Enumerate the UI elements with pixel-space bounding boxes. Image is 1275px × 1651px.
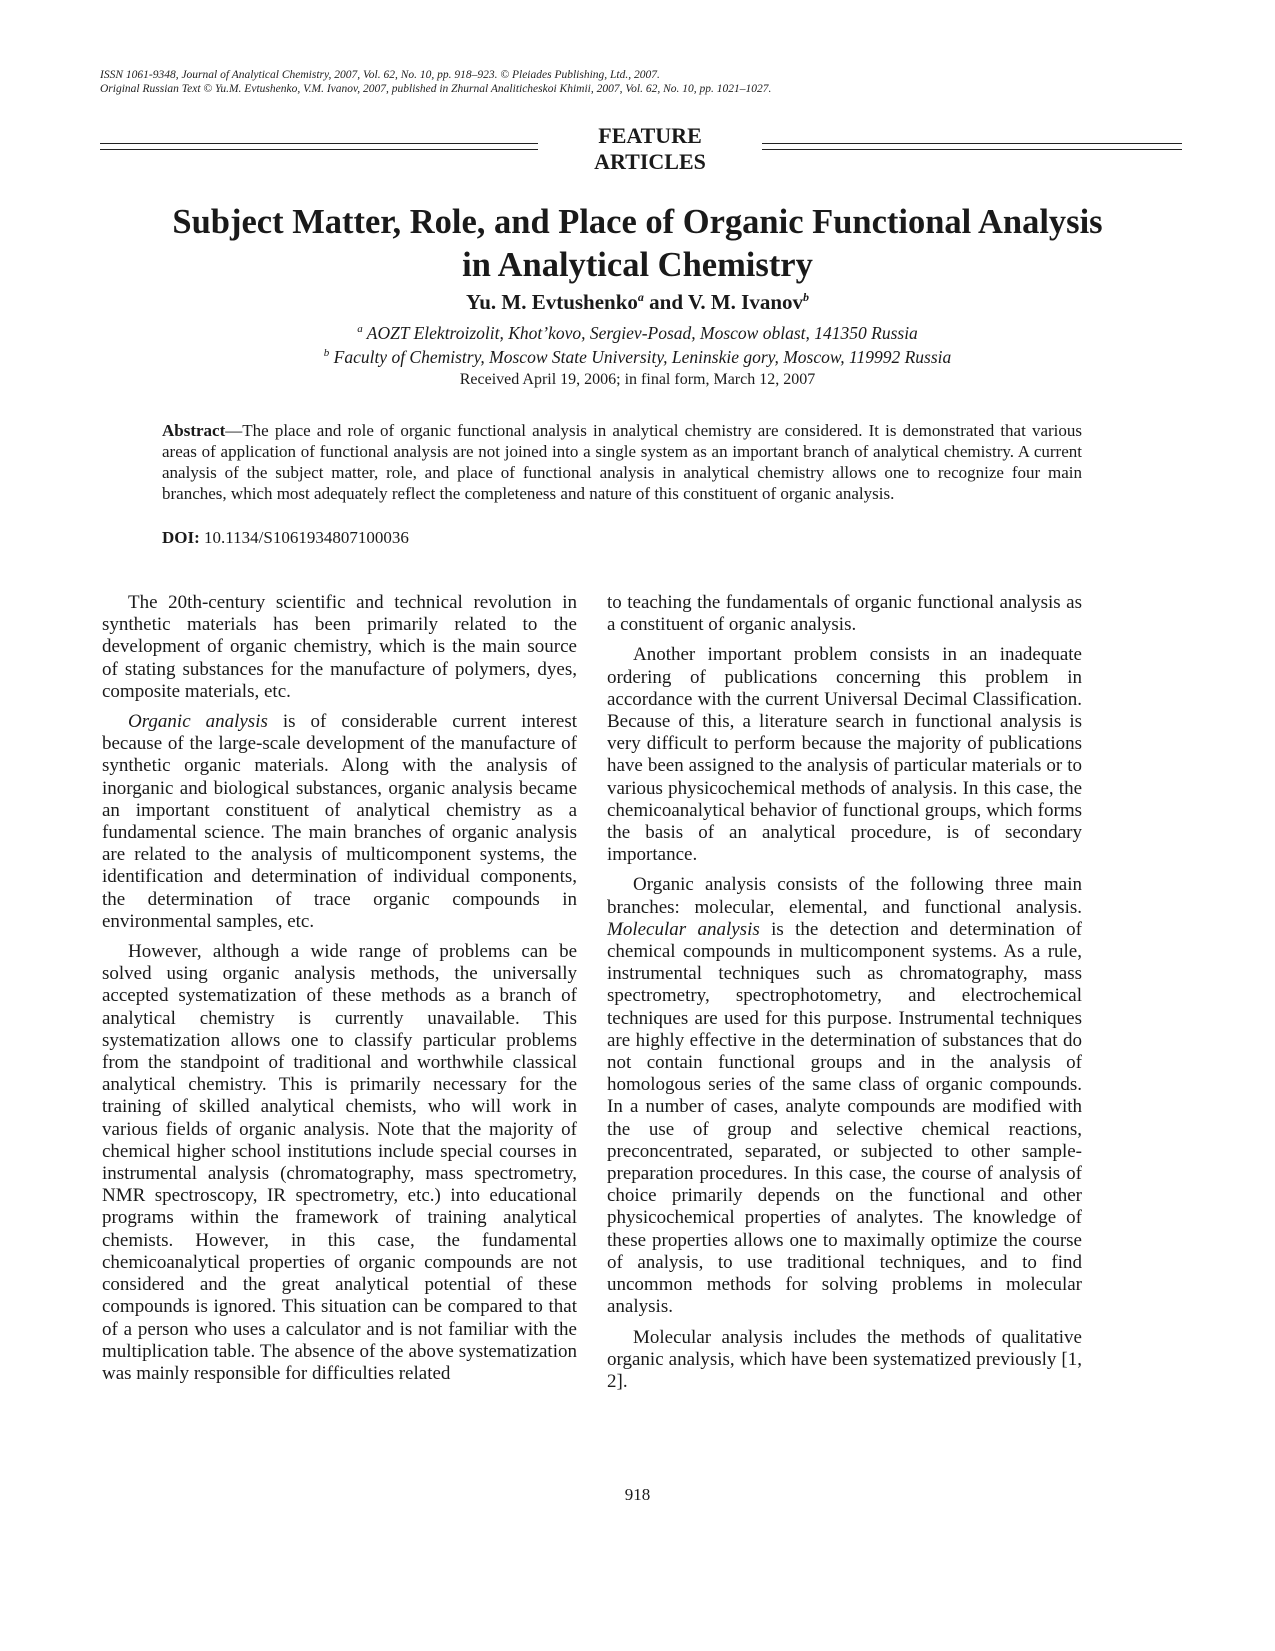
- abstract-text: —The place and role of organic functional analysis in analytical chemistry are considered. It is demonstrated that various areas of application of functional analysis are not joined into a single system as an important branch of analytical chemistry. A current analysis of the subject matter, role, and place of functional analysis in analytical chemistry allows one to recognize four main branches, which most adequately reflect the completeness and nature of this constituent of organic analysis.: [162, 421, 1082, 503]
- abstract-label: Abstract: [162, 421, 226, 440]
- paragraph: [607, 874, 1082, 1318]
- authors: [0, 290, 1275, 315]
- section-label-line-1: FEATURE: [598, 123, 702, 148]
- affiliation-b-text: Faculty of Chemistry, Moscow State University, Leninskie gory, Moscow, 119992 Russia: [333, 347, 952, 367]
- abstract: [162, 420, 1082, 504]
- body-column-right: [607, 592, 1082, 1401]
- paragraph: The 20th-century scientific and technical revolution in synthetic materials has been primarily related to the development of organic chemistry, which is the main source of stating substances for the manufacture of polymers, dyes, composite materials, etc.: [102, 592, 577, 702]
- rule-right: [762, 143, 1182, 150]
- emphasis: Organic analysis: [128, 711, 268, 733]
- paragraph-text: is the detection and determination of chemical compounds in multicomponent systems. As a rule, instrumental techniques such as chromatography, mass spectrometry, spectrophotometry, and electrochemical techniques are used for this purpose. Instrumental techniques are highly effective in the determination of substances that do not contain functional groups and in the analysis of homologous series of the same class of organic compounds. In a number of cases, analyte compounds are modified with the use of group and selective chemical reactions, preconcentrated, separated, or subjected to other sample-preparation procedures. In this case, the course of analysis of choice primarily depends on the functional and other physicochemical properties of analytes. The knowledge of these properties allows one to maximally optimize the course of analysis, to use traditional techniques, and to find uncommon methods for solving problems in molecular analysis.: [607, 918, 1082, 1318]
- paragraph-text: is of considerable current interest because of the large-scale development of the manufacture of synthetic organic materials. Along with the analysis of inorganic and biological substances, organic analysis became an important constituent of analytical chemistry as a fundamental science. The main branches of organic analysis are related to the analysis of multicomponent systems, the identification and determination of individual components, the determination of trace organic compounds in environmental samples, etc.: [102, 711, 578, 932]
- rule-left: [100, 143, 538, 150]
- section-label-line-2: ARTICLES: [594, 149, 706, 174]
- doi: [162, 528, 409, 548]
- paragraph: to teaching the fundamentals of organic functional analysis as a constituent of organic analysis.: [607, 592, 1082, 636]
- article-title: [60, 201, 1215, 287]
- affiliation-a-text: AOZT Elektroizolit, Khot’kovo, Sergiev-Posad, Moscow oblast, 141350 Russia: [366, 323, 918, 343]
- journal-header: [100, 68, 1180, 96]
- authors-and: and: [643, 290, 688, 314]
- received-dates: Received April 19, 2006; in final form, March 12, 2007: [459, 371, 816, 388]
- doi-link[interactable]: 10.1134/S1061934807100036: [199, 528, 409, 547]
- affiliation-a: [0, 323, 1275, 344]
- affiliation-b-mark: b: [323, 347, 330, 360]
- affiliation-b: [0, 347, 1275, 368]
- paragraph-text: Organic analysis consists of the following three main branches: molecular, elemental, and functional analysis.: [607, 874, 1082, 918]
- emphasis: Molecular analysis: [607, 918, 760, 940]
- affiliation-a-mark: a: [357, 323, 363, 336]
- paragraph: Another important problem consists in an inadequate ordering of publications concerning this problem in accordance with the current Universal Decimal Classification. Because of this, a literature search in functional analysis is very difficult to perform because the majority of publications have been assigned to the analysis of particular materials or to various physicochemical methods of analysis. In this case, the chemicoanalytical behavior of functional groups, which forms the basis of an analytical procedure, is of secondary importance.: [607, 644, 1082, 866]
- title-line-1: Subject Matter, Role, and Place of Organic Functional Analysis: [172, 203, 1103, 241]
- author-2: V. M. Ivanov: [687, 290, 804, 314]
- author-1-affiliation-mark: a: [637, 290, 644, 304]
- title-line-2: in Analytical Chemistry: [462, 246, 813, 284]
- section-label: [538, 123, 762, 175]
- paragraph: Molecular analysis includes the methods of qualitative organic analysis, which have been systematized previously [1, 2].: [607, 1326, 1082, 1392]
- header-line-2: Original Russian Text © Yu.M. Evtushenko, V.M. Ivanov, 2007, published in Zhurnal Analiticheskoi Khimii, 2007, Vol. 62, No. 10, pp. 1021–1027.: [100, 83, 772, 95]
- page-number: 918: [624, 1485, 651, 1504]
- section-banner: [100, 123, 1182, 175]
- header-line-1: ISSN 1061-9348, Journal of Analytical Chemistry, 2007, Vol. 62, No. 10, pp. 918–923. © Pleiades Publishing, Ltd., 2007.: [100, 69, 660, 81]
- body-column-left: [102, 592, 577, 1393]
- author-1: Yu. M. Evtushenko: [465, 290, 638, 314]
- author-2-affiliation-mark: b: [803, 290, 810, 304]
- doi-label: DOI:: [162, 528, 200, 547]
- paragraph: However, although a wide range of problems can be solved using organic analysis methods, the universally accepted systematization of these methods as a branch of analytical chemistry is currently unavailable. This systematization allows one to classify particular problems from the standpoint of traditional and worthwhile classical analytical chemistry. This is primarily necessary for the training of skilled analytical chemists, who will work in various fields of organic analysis. Note that the majority of chemical higher school institutions include special courses in instrumental analysis (chromatography, mass spectrometry, NMR spectroscopy, IR spectrometry, etc.) into educational programs within the framework of training analytical chemists. However, in this case, the fundamental chemicoanalytical properties of organic compounds are not considered and the great analytical potential of these compounds is ignored. This situation can be compared to that of a person who uses a calculator and is not familiar with the multiplication table. The absence of the above systematization was mainly responsible for difficulties related: [102, 941, 577, 1384]
- paragraph: [102, 711, 577, 933]
